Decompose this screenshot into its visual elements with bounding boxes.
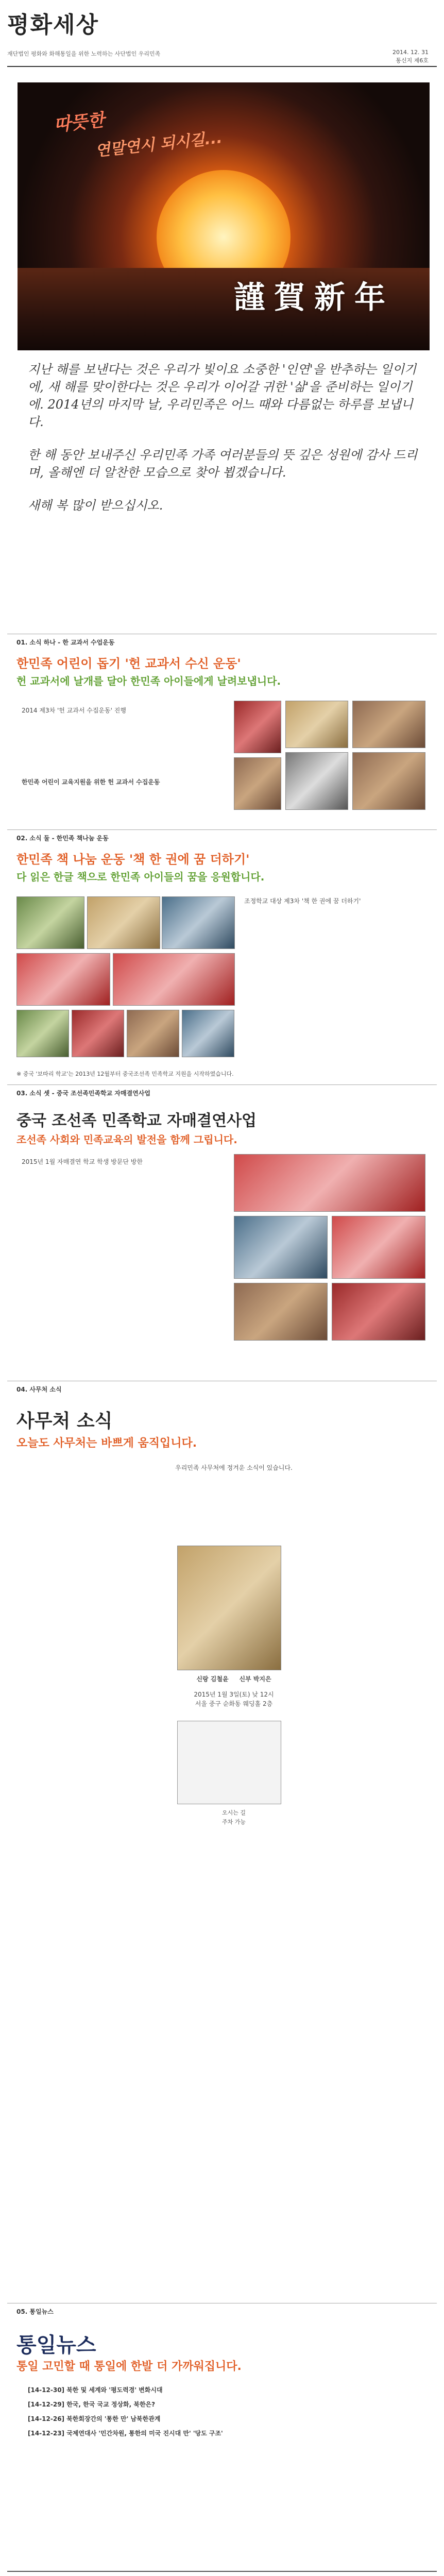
section1-head: 01. 소식 하나 - 한 교과서 수업운동 xyxy=(16,639,115,646)
photo-volunteers xyxy=(352,701,425,748)
section4-subheadline: 오늘도 사무처는 바쁘게 움직입니다. xyxy=(16,1437,197,1450)
section1-body-title: 2014 제3차 '헌 교과서 수집운동' 진행 xyxy=(22,707,126,714)
issue-number: 통신지 제6호 xyxy=(396,57,429,64)
photo-classroom xyxy=(234,1216,328,1279)
masthead-subtitle: 재단법인 평화와 화해통일을 위한 노력하는 사단법인 우리민족 xyxy=(7,50,161,57)
news-item[interactable]: [14-12-30] 북한 및 세계와 '평도력경' 변화시대 xyxy=(28,2386,163,2394)
news-item[interactable]: [14-12-29] 한국, 한국 국교 정상화, 북한은? xyxy=(28,2401,156,2408)
section2-head: 02. 소식 둘 - 한민족 책나눔 운동 xyxy=(16,835,109,842)
photo-children-1 xyxy=(16,953,110,1006)
section4-headline: 사무처 소식 xyxy=(16,1411,113,1432)
photo-textbooks xyxy=(234,701,281,753)
hero-tag-1: 따뜻한 xyxy=(53,109,106,136)
photo-students-2 xyxy=(234,1283,328,1341)
venue-map xyxy=(177,1721,281,1804)
section3-subheadline: 조선족 사회와 민족교육의 발전을 함께 그립니다. xyxy=(16,1133,237,1146)
section5-headline: 통일뉴스 xyxy=(16,2333,96,2357)
letter-paragraph: 한 해 동안 보내주신 우리민족 가족 여러분들의 뜻 깊은 성원에 감사 드리며, 올해엔 더 알찬한 모습으로 찾아 뵙겠습니다. xyxy=(28,448,418,480)
photo-children-3 xyxy=(16,1010,69,1057)
issue-date: 2014. 12. 31 xyxy=(392,49,429,56)
parking-info: 주차 가능 xyxy=(221,1819,246,1825)
photo-children-6 xyxy=(182,1010,234,1057)
photo-sorting xyxy=(234,757,281,810)
new-year-greeting: 謹賀新年 xyxy=(234,280,395,316)
photo-boxes xyxy=(285,752,348,810)
photo-wedding-couple xyxy=(177,1546,281,1670)
newsletter-page xyxy=(7,0,437,2576)
section5-head: 05. 통일뉴스 xyxy=(16,2308,54,2315)
section5-subheadline: 통일 고민할 때 통일에 한발 더 가까워집니다. xyxy=(16,2360,242,2373)
hero-image xyxy=(18,82,430,350)
wedding-date: 2015년 1월 3일(토) 낮 12시 xyxy=(194,1691,274,1698)
new-year-letter xyxy=(28,361,419,530)
masthead-title: 평화세상 xyxy=(7,12,99,38)
footer xyxy=(7,2571,437,2576)
photo-ceremony xyxy=(332,1216,425,1279)
news-item[interactable]: [14-12-26] 북한회장간의 '통한 만' 남북한관계 xyxy=(28,2415,161,2422)
wedding-captions xyxy=(126,1674,342,1684)
photo-reading-room xyxy=(162,896,235,949)
photo-book-stacks xyxy=(285,701,348,748)
section2-note: ※ 중국 '보따리 학교'는 2013년 12월부터 중국조선족 민족학교 지원을 시작하였습니다. xyxy=(16,1071,234,1077)
section2-headline: 한민족 책 나눔 운동 '책 한 권에 꿈 더하기' xyxy=(16,852,250,867)
masthead-date-block xyxy=(392,48,429,65)
hero-tag-2: 연말연시 되시길... xyxy=(94,129,224,160)
section1-body-subtitle: 한민족 어린이 교육지원을 위한 헌 교과서 수집운동 xyxy=(22,778,160,786)
section3-body: 2015년 1월 자매결연 학교 학생 방문단 방한 xyxy=(22,1158,143,1165)
section3-head: 03. 소식 셋 - 중국 조선족민족학교 자매결연사업 xyxy=(16,1090,150,1097)
photo-students-3 xyxy=(332,1283,425,1341)
photo-packing xyxy=(352,752,425,810)
section2-subheadline: 다 읽은 한글 책으로 한민족 아이들의 꿈을 응원합니다. xyxy=(16,871,265,883)
photo-children-2 xyxy=(113,953,235,1006)
photo-children-5 xyxy=(127,1010,179,1057)
wedding-venue: 서울 중구 순화동 웨딩홀 2층 xyxy=(195,1700,273,1707)
letter-paragraph: 지난 해를 보낸다는 것은 우리가 빛이요 소중한 '인연'을 반추하는 일이기에, 새 해를 맞이한다는 것은 우리가 이어갈 귀한 '삶'을 준비하는 일이기에. 2014년의 마지막 날, 우리민족은 어느 때와 다름없는 하루를 보냅니다. xyxy=(28,362,417,429)
section-divider xyxy=(7,829,437,830)
section1-headline: 한민족 어린이 돕기 '헌 교과서 수신 운동' xyxy=(16,656,241,671)
section2-body: 조정학교 대상 제3차 '책 한 권에 꿈 더하기' xyxy=(244,897,361,905)
section3-headline: 중국 조선족 민족학교 자매결연사업 xyxy=(16,1112,257,1130)
photo-library xyxy=(16,896,84,949)
section1-body xyxy=(22,706,228,787)
section1-subheadline: 헌 교과서에 날개를 달아 한민족 아이들에게 날려보냅니다. xyxy=(16,675,281,687)
masthead-rule xyxy=(7,66,437,67)
map-label: 오시는 길 xyxy=(221,1809,246,1816)
section4-head: 04. 사무처 소식 xyxy=(16,1386,62,1393)
photo-children-4 xyxy=(72,1010,124,1057)
groom-caption: 신랑 김철윤 xyxy=(196,1675,229,1683)
letter-paragraph: 새해 복 많이 받으십시오. xyxy=(28,498,163,513)
section4-intro: 우리민족 사무처에 정겨운 소식이 있습니다. xyxy=(175,1464,293,1471)
photo-bookshelf xyxy=(87,896,160,949)
photo-student-group xyxy=(234,1154,425,1212)
section-divider xyxy=(7,1084,437,1085)
bride-caption: 신부 박지은 xyxy=(239,1675,271,1683)
news-item[interactable]: [14-12-23] 국제연대사 '민간차원, 통한의 미국 진시대 만' '당도 구조' xyxy=(28,2430,223,2437)
